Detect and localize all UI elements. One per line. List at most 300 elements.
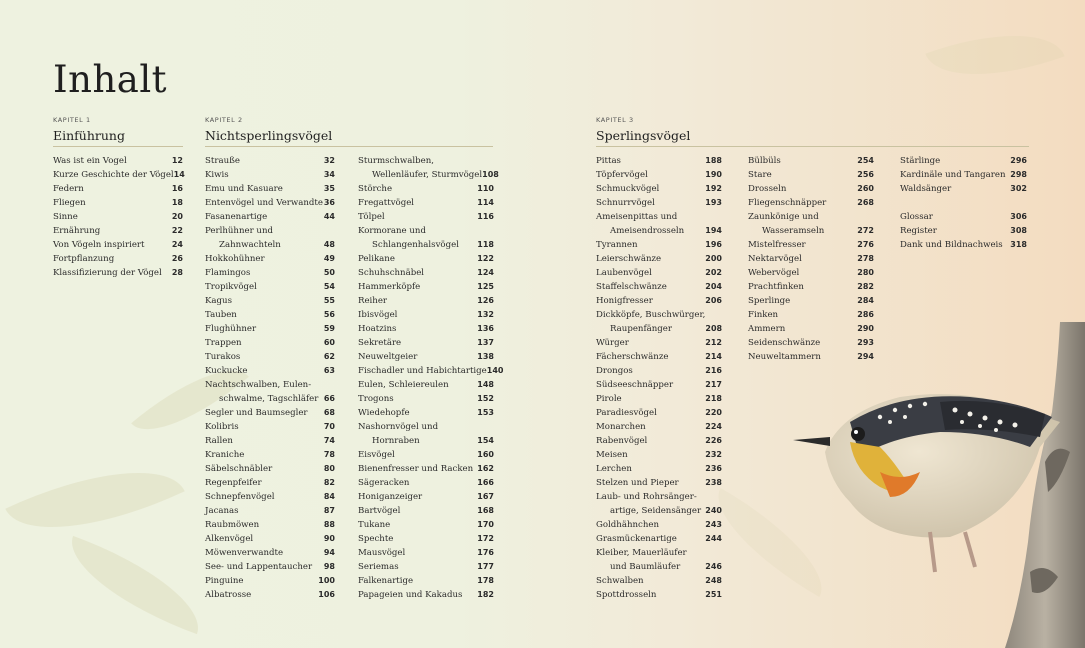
toc-entry-title-line: Sekretäre [358, 338, 402, 348]
toc-entry [358, 392, 494, 406]
toc-entry-page: 243 [705, 520, 722, 529]
toc-entry-title [358, 154, 482, 182]
toc-entry-page: 66 [323, 394, 335, 403]
toc-entry [205, 266, 335, 280]
toc-entry-page: 36 [323, 198, 335, 207]
toc-entry-title [358, 462, 473, 476]
toc-entry-page: 256 [857, 170, 874, 179]
toc-entry-title-line: Regenpfeifer [205, 478, 262, 488]
toc-entry-title-line: Papageien und Kakadus [358, 590, 463, 600]
toc-entry [596, 588, 722, 602]
toc-entry [596, 406, 722, 420]
page-title: Inhalt [53, 58, 168, 101]
toc-entry-title-line: Rabenvögel [596, 436, 648, 446]
toc-column-6 [900, 154, 1027, 252]
toc-entry-page: 182 [477, 590, 494, 599]
toc-entry-page: 302 [1010, 184, 1027, 193]
toc-entry-title-line: See- und Lappentaucher [205, 562, 313, 572]
toc-entry-title-line: Schnurrvögel [596, 198, 655, 208]
toc-entry-title-line: Turakos [205, 352, 241, 362]
toc-entry-title [205, 364, 247, 378]
toc-entry-title-line: Tyrannen [596, 240, 638, 250]
toc-entry-title [596, 168, 648, 182]
toc-entry-page: 16 [171, 184, 183, 193]
toc-entry-title-line: Ammern [748, 324, 786, 334]
toc-entry-title [53, 266, 162, 280]
toc-entry-page: 272 [857, 226, 874, 235]
toc-entry-page: 190 [705, 170, 722, 179]
toc-entry [53, 168, 183, 182]
toc-entry-title-line: Rallen [205, 436, 233, 446]
toc-entry-page: 68 [323, 408, 335, 417]
toc-entry-title [205, 196, 323, 210]
toc-entry-title [596, 308, 705, 336]
toc-entry-title-line: Trappen [205, 338, 242, 348]
toc-entry-title-line: Neuweltammern [748, 352, 821, 362]
toc-entry-page: 50 [323, 268, 335, 277]
chapter-2-title: Nichtsperlingsvögel [205, 128, 333, 143]
toc-entry-page: 124 [477, 268, 494, 277]
toc-entry-title [358, 588, 462, 602]
toc-entry-title-line: Seidenschwänze [748, 338, 821, 348]
toc-entry-title [358, 392, 394, 406]
toc-entry-title-line: Eisvögel [358, 450, 395, 460]
toc-entry-title-line: Drosseln [748, 184, 787, 194]
toc-entry-title [205, 588, 251, 602]
toc-entry-page: 217 [705, 380, 722, 389]
toc-entry-title-line: Schwalben [596, 576, 644, 586]
toc-entry [596, 308, 722, 336]
toc-entry-title-line: Pirole [596, 394, 622, 404]
toc-entry-page: 140 [486, 366, 504, 375]
toc-entry-title [358, 210, 385, 224]
toc-entry [748, 154, 874, 168]
toc-entry-title [596, 294, 653, 308]
toc-entry [596, 420, 722, 434]
toc-entry-title-line: Staffelschwänze [596, 282, 667, 292]
toc-entry [596, 392, 722, 406]
toc-entry [358, 420, 494, 448]
toc-entry-page: 80 [323, 464, 335, 473]
toc-entry-page: 153 [477, 408, 494, 417]
toc-entry-page: 318 [1010, 240, 1027, 249]
toc-entry-title [358, 490, 422, 504]
toc-entry [205, 168, 335, 182]
toc-entry-title [596, 546, 687, 574]
toc-entry-title [358, 252, 395, 266]
toc-entry [205, 350, 335, 364]
toc-entry [358, 518, 494, 532]
toc-entry-title [205, 420, 239, 434]
toc-entry [596, 154, 722, 168]
toc-entry [596, 238, 722, 252]
toc-entry-page: 137 [477, 338, 494, 347]
toc-entry-page: 220 [705, 408, 722, 417]
toc-entry-title [596, 182, 659, 196]
toc-entry [205, 182, 335, 196]
toc-entry [748, 196, 874, 210]
toc-entry-page: 170 [477, 520, 494, 529]
toc-entry [358, 294, 494, 308]
toc-entry-page: 293 [857, 338, 874, 347]
toc-entry-page: 166 [477, 478, 494, 487]
toc-entry [358, 364, 504, 378]
toc-entry [596, 182, 722, 196]
toc-entry [596, 434, 722, 448]
toc-entry-page: 60 [323, 338, 335, 347]
toc-entry-title [596, 196, 655, 210]
toc-entry-title-continuation: Hornraben [372, 436, 420, 446]
toc-entry-title-line: Seriemas [358, 562, 399, 572]
toc-entry-title [748, 154, 781, 168]
toc-entry-title [358, 266, 424, 280]
toc-entry-title-line: Raubmöwen [205, 520, 260, 530]
toc-entry-title-line: Töpfervögel [596, 170, 648, 180]
toc-entry [358, 476, 494, 490]
toc-entry-title [748, 252, 802, 266]
toc-entry [358, 322, 494, 336]
toc-entry [596, 210, 722, 238]
toc-entry-page: 238 [705, 478, 722, 487]
toc-entry-title-line: Laub- und Rohrsänger- [596, 492, 697, 502]
toc-entry-page: 108 [482, 170, 499, 179]
toc-entry-page: 116 [477, 212, 494, 221]
leaf-decoration [56, 536, 214, 634]
toc-entry-title [748, 280, 804, 294]
toc-entry [358, 280, 494, 294]
toc-entry-title [205, 252, 265, 266]
toc-entry-page: 110 [477, 184, 494, 193]
chapter-1-rule [53, 146, 183, 147]
toc-entry [205, 364, 335, 378]
toc-entry [205, 490, 335, 504]
toc-entry-title [205, 154, 240, 168]
toc-entry [205, 448, 335, 462]
toc-entry [205, 504, 335, 518]
toc-entry-title-line: Trogons [358, 394, 394, 404]
toc-entry-page: 200 [705, 254, 722, 263]
toc-entry-title [53, 182, 84, 196]
toc-entry [748, 280, 874, 294]
toc-entry-page: 224 [705, 422, 722, 431]
toc-entry [205, 546, 335, 560]
toc-entry-title-continuation: Zahnwachteln [219, 240, 281, 250]
toc-entry-title [205, 266, 250, 280]
toc-entry [205, 420, 335, 434]
toc-entry-title-line: Schuhschnäbel [358, 268, 425, 278]
toc-entry [596, 294, 722, 308]
toc-entry-page: 276 [857, 240, 874, 249]
toc-entry [358, 574, 494, 588]
toc-entry [596, 378, 722, 392]
toc-entry-title [358, 364, 487, 378]
toc-entry-title [748, 238, 806, 252]
toc-entry-title [358, 294, 387, 308]
toc-entry-title [205, 406, 308, 420]
toc-entry-page: 202 [705, 268, 722, 277]
toc-entry-title [205, 224, 281, 252]
toc-entry-page: 24 [171, 240, 183, 249]
toc-entry [205, 588, 335, 602]
toc-entry-title-line: Spottdrosseln [596, 590, 657, 600]
toc-column-2 [205, 154, 335, 602]
toc-entry [358, 336, 494, 350]
toc-entry-page: 84 [323, 492, 335, 501]
toc-entry-title-line: Möwenverwandte [205, 548, 284, 558]
toc-entry-title [205, 532, 253, 546]
toc-entry-title [205, 434, 233, 448]
toc-entry-title-line: Störche [358, 184, 393, 194]
toc-entry-page: 308 [1010, 226, 1027, 235]
toc-entry-title [596, 588, 656, 602]
toc-entry-title [596, 574, 644, 588]
toc-entry [358, 546, 494, 560]
toc-entry-title [358, 350, 417, 364]
toc-entry-title [358, 574, 413, 588]
toc-entry [205, 336, 335, 350]
toc-entry-title-line: Bülbüls [748, 156, 781, 166]
toc-entry-page: 62 [323, 352, 335, 361]
toc-entry [748, 266, 874, 280]
toc-entry-title [358, 546, 405, 560]
toc-entry [205, 462, 335, 476]
toc-entry-title [358, 406, 410, 420]
toc-entry-title-line: Fortpflanzung [53, 254, 115, 264]
toc-entry [358, 588, 494, 602]
toc-entry-title-line: Kraniche [205, 450, 245, 460]
toc-entry-title-line: Zaunkönige und [748, 212, 819, 222]
toc-entry-title [900, 168, 1006, 182]
toc-entry [900, 196, 1027, 210]
toc-entry [358, 224, 494, 252]
toc-entry-title [53, 238, 145, 252]
toc-entry-title [358, 336, 401, 350]
toc-entry-title-line: Reiher [358, 296, 388, 306]
toc-entry-page: 284 [857, 296, 874, 305]
toc-entry [358, 308, 494, 322]
toc-entry-title-line: Federn [53, 184, 84, 194]
toc-entry-page: 154 [477, 436, 494, 445]
toc-entry [748, 294, 874, 308]
toc-entry-page: 216 [705, 366, 722, 375]
toc-entry [596, 350, 722, 364]
toc-entry-page: 55 [323, 296, 335, 305]
toc-entry-title-line: Nachtschwalben, Eulen- [205, 380, 312, 390]
toc-entry-title-line: Tropikvögel [205, 282, 257, 292]
toc-entry-title [748, 210, 824, 238]
toc-entry [900, 182, 1027, 196]
toc-entry-title [596, 532, 677, 546]
toc-entry-title-line: Ernährung [53, 226, 101, 236]
chapter-2-label: KAPITEL 2 [205, 116, 243, 124]
toc-entry-page: 188 [705, 156, 722, 165]
toc-entry [748, 238, 874, 252]
chapter-2-heading [205, 116, 332, 143]
toc-entry-title [358, 518, 390, 532]
toc-entry-title [596, 490, 701, 518]
toc-entry-page: 114 [477, 198, 494, 207]
toc-entry-title-line: Kardinäle und Tangaren [900, 170, 1006, 180]
toc-entry-page: 282 [857, 282, 874, 291]
toc-entry [205, 154, 335, 168]
toc-entry-title [596, 252, 661, 266]
toc-entry [596, 336, 722, 350]
toc-entry-title-line: Alkenvögel [205, 534, 254, 544]
toc-entry-page: 240 [705, 506, 722, 515]
toc-entry-page: 193 [705, 198, 722, 207]
toc-entry-title-line: Kiwis [205, 170, 229, 180]
toc-entry-title-line: Finken [748, 310, 779, 320]
toc-entry-page: 254 [857, 156, 874, 165]
toc-entry-page: 152 [477, 394, 494, 403]
toc-entry [358, 490, 494, 504]
toc-entry-title [596, 280, 667, 294]
toc-entry-page: 218 [705, 394, 722, 403]
toc-entry-title-line: Pinguine [205, 576, 244, 586]
toc-entry-title [596, 392, 622, 406]
toc-entry-page: 136 [477, 324, 494, 333]
toc-entry [205, 574, 335, 588]
toc-entry-page: 94 [323, 548, 335, 557]
toc-entry-page: 118 [477, 240, 494, 249]
toc-entry-title [53, 210, 78, 224]
toc-entry-title-line: Wiedehopfe [358, 408, 410, 418]
toc-entry [205, 280, 335, 294]
toc-entry-title [53, 252, 114, 266]
toc-entry-title-continuation: und Baumläufer [610, 562, 681, 572]
toc-entry [205, 252, 335, 266]
toc-entry-page: 298 [1010, 170, 1027, 179]
toc-entry-page: 82 [323, 478, 335, 487]
toc-entry-page: 138 [477, 352, 494, 361]
toc-entry-title-line: Nektarvögel [748, 254, 802, 264]
toc-entry [596, 546, 722, 574]
toc-entry [205, 406, 335, 420]
toc-entry-page: 126 [477, 296, 494, 305]
toc-entry-title-line: Stare [748, 170, 772, 180]
toc-entry-title [205, 560, 312, 574]
toc-entry-page: 70 [323, 422, 335, 431]
bird-illustration [790, 322, 1085, 648]
toc-entry-title-line: Fasanenartige [205, 212, 268, 222]
toc-entry-title-line: Flughühner [205, 324, 257, 334]
toc-entry [358, 196, 494, 210]
toc-entry-page: 194 [705, 226, 722, 235]
toc-entry [596, 364, 722, 378]
toc-entry-title-line: Albatrosse [205, 590, 252, 600]
toc-entry [900, 154, 1027, 168]
toc-entry-title [358, 560, 399, 574]
toc-entry-title-line: Fregattvögel [358, 198, 415, 208]
toc-entry-title [358, 182, 392, 196]
toc-entry [596, 462, 722, 476]
toc-entry-title [596, 364, 633, 378]
toc-entry [358, 252, 494, 266]
toc-entry-title-line: Fliegenschnäpper [748, 198, 827, 208]
toc-entry [53, 238, 183, 252]
toc-entry-title [53, 196, 86, 210]
toc-entry [748, 252, 874, 266]
toc-entry-title [205, 350, 240, 364]
toc-entry-title-line: Fischadler und Habichtartige [358, 366, 487, 376]
toc-entry-page: 260 [857, 184, 874, 193]
toc-entry-page: 278 [857, 254, 874, 263]
toc-entry-title-line: Fächerschwänze [596, 352, 669, 362]
toc-entry-title-line: Perlhühner und [205, 226, 273, 236]
toc-entry-title [358, 420, 438, 448]
toc-entry-title-line: Tauben [205, 310, 237, 320]
toc-entry-title-line: Nashornvögel und [358, 422, 439, 432]
toc-entry-page: 168 [477, 506, 494, 515]
toc-entry-title-line: Glossar [900, 212, 933, 222]
toc-entry [53, 182, 183, 196]
toc-entry-page: 132 [477, 310, 494, 319]
toc-entry-page: 176 [477, 548, 494, 557]
toc-entry-title [596, 420, 646, 434]
toc-entry-page: 236 [705, 464, 722, 473]
toc-entry [205, 560, 335, 574]
toc-entry-title [205, 462, 272, 476]
toc-entry-title-line: Falkenartige [358, 576, 414, 586]
toc-entry-title-line: Bienenfresser und Racken [358, 464, 474, 474]
toc-entry-title-line: Drongos [596, 366, 633, 376]
toc-entry-page: 35 [323, 184, 335, 193]
toc-entry-title-line: Kagus [205, 296, 232, 306]
toc-entry-page: 204 [705, 282, 722, 291]
toc-entry [205, 308, 335, 322]
chapter-1-heading [53, 116, 125, 143]
toc-entry-title [748, 308, 778, 322]
toc-entry-title [596, 462, 632, 476]
toc-entry-page: 306 [1010, 212, 1027, 221]
toc-entry-title-line: Dickköpfe, Buschwürger, [596, 310, 706, 320]
toc-entry-title-line: Was ist ein Vogel [53, 156, 127, 166]
toc-entry-title [358, 196, 414, 210]
toc-entry-title [748, 168, 772, 182]
toc-entry-page: 44 [323, 212, 335, 221]
toc-entry-title [205, 308, 237, 322]
toc-entry-title-line: Paradiesvögel [596, 408, 657, 418]
toc-entry-page: 74 [323, 436, 335, 445]
toc-entry-page: 78 [323, 450, 335, 459]
toc-entry-page: 59 [323, 324, 335, 333]
toc-entry-title-line: Sperlinge [748, 296, 791, 306]
chapter-1-title: Einführung [53, 128, 125, 143]
toc-entry-title-line: Hammerköpfe [358, 282, 421, 292]
toc-entry-title-continuation: artige, Seidensänger [610, 506, 702, 516]
toc-entry [596, 490, 722, 518]
toc-entry [53, 266, 183, 280]
toc-entry-title-line: Neuweltgeier [358, 352, 418, 362]
toc-entry-title [205, 182, 283, 196]
toc-entry-page: 208 [705, 324, 723, 333]
toc-entry-title [205, 168, 229, 182]
toc-entry-title-line: Lerchen [596, 464, 632, 474]
toc-entry [596, 448, 722, 462]
toc-entry-title-line: Register [900, 226, 937, 236]
toc-entry-title-continuation: Wellenläufer, Sturmvögel [372, 170, 483, 180]
toc-entry [358, 532, 494, 546]
toc-entry-title-line: Waldsänger [900, 184, 952, 194]
toc-entry [53, 252, 183, 266]
toc-entry-title-line: Ibisvögel [358, 310, 398, 320]
toc-entry-title-line: Tölpel [358, 212, 385, 222]
toc-entry [596, 532, 722, 546]
toc-entry-title [358, 504, 400, 518]
toc-entry-title-line: Bartvögel [358, 506, 401, 516]
toc-entry-title-line: Stelzen und Pieper [596, 478, 679, 488]
toc-entry-page: 206 [705, 296, 722, 305]
